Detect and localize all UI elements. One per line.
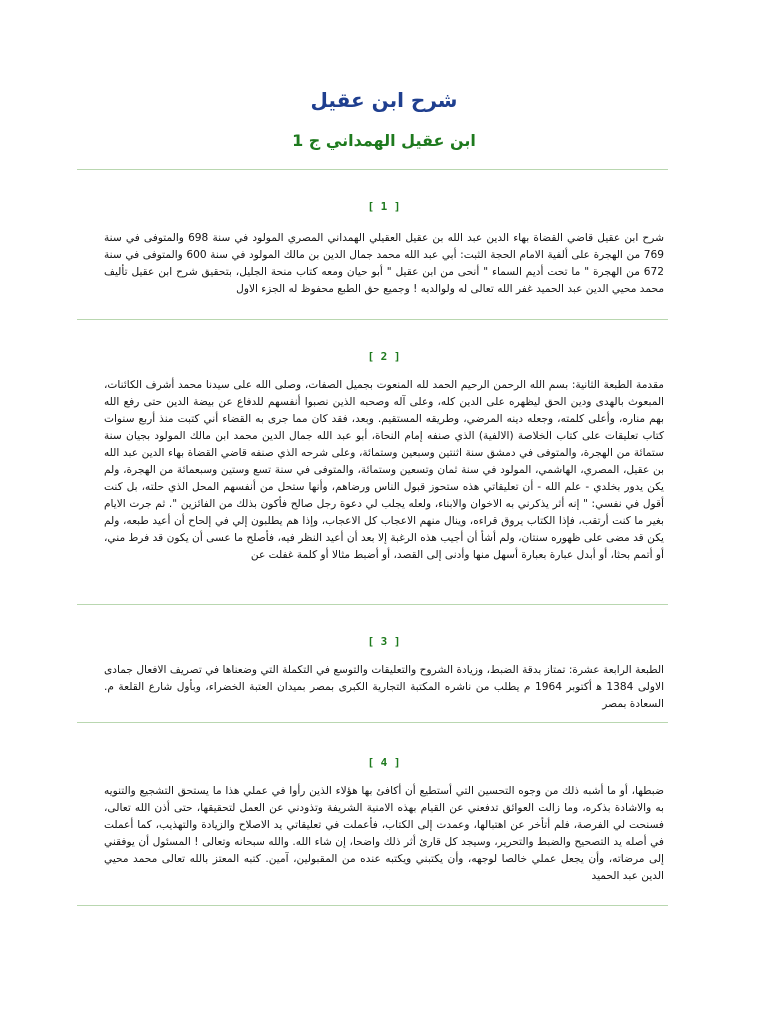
divider <box>77 722 668 723</box>
page-title: شرح ابن عقيل <box>310 88 458 112</box>
section-text-4: ضبطها، أو ما أشبه ذلك من وجوه التحسين التي أستطيع أن أكافئ بها هؤلاء الذين رأوا في عملي هذا ما يستحق التشجيع والتنويه به والاشادة بذكره، وما زالت العوائق تدفعني عن القيام بهذه الامنية الشريفة وتذودني عن العمل لتحقيقها، حتى أذن الله تعالى، فسنحت لي الفرصة، فلم أتأخر عن اهتبالها، وعمدت إلى الكتاب، فأعملت في تعليقاتي يد الاصلاح والزيادة والتهذيب، كما أعملت في أصله يد التصحيح والضبط والتحرير، وسيجد كل قارئ أثر ذلك واضحا، إن شاء الله. والله سبحانه وتعالى ! المسئول أن يوفقني إلى مرضاته، وأن يجعل عملي خالصا لوجهه، وأن يكتبني ويكتبه عنده من المقبولين، آمين. كتبه المعتز بالله تعالى محمد محيي الدين عبد الحميد <box>104 785 664 882</box>
section-marker-1: [ 1 ] <box>367 200 401 213</box>
divider <box>77 319 668 320</box>
page-subtitle: ابن عقيل الهمداني ج 1 <box>292 131 476 150</box>
section-marker-3: [ 3 ] <box>367 635 401 648</box>
section-marker-4: [ 4 ] <box>367 756 401 769</box>
section-text-1: شرح ابن عقيل قاضي القضاة بهاء الدين عبد الله بن عقيل العقيلي الهمداني المصري المولود في سنة 698 والمتوفى في سنة 769 من الهجرة على ألفية الامام الحجة الثبت: أبي عبد الله محمد جمال الدين بن مالك المولود في سنة 600 والمتوفى في سنة 672 من الهجرة " ما تحت أديم السماء " أنحى من ابن عقيل " أبو حيان ومعه كتاب منحة الجليل، بتحقيق شرح ابن عقيل تأليف محمد محيي الدين عبد الحميد غفر الله تعالى له ولوالديه ! وجميع حق الطبع محفوظ له الجزء الاول <box>104 232 664 295</box>
section-text-3: الطبعة الرابعة عشرة: تمتاز بدقة الضبط، وزيادة الشروح والتعليقات والتوسع في التكملة التي وضعناها في تصريف الافعال جمادى الاولى 1384 ه‍ أكتوبر 1964 م يطلب من ناشره المكتبة التجارية الكبرى بمصر بميدان العتبة الخضراء، وبأول شارع القلعة م. السعادة بمصر <box>104 664 665 710</box>
divider <box>77 604 668 605</box>
divider <box>77 169 668 170</box>
divider <box>77 905 668 906</box>
section-marker-2: [ 2 ] <box>367 350 401 363</box>
section-text-2: مقدمة الطبعة الثانية: بسم الله الرحمن الرحيم الحمد لله المنعوت بجميل الصفات، وصلى الله على سيدنا محمد أشرف الكائنات، المبعوث بالهدى ودين الحق ليظهره على الدين كله، وعلى آله وصحبه الذين نصبوا أنفسهم للدفاع عن بيضة الدين حتى رفع الله بهم مناره، وأعلى كلمته، وجعله دينه المرضي، وطريقه المستقيم. وبعد، فقد كان مما جرى به القضاء أني كتبت منذ أربع سنوات كتاب تعليقات على كتاب الخلاصة (الالفية) الذي صنفه إمام النحاة، أبو عبد الله جمال الدين محمد ابن مالك المولود بجيان سنة ستمائة من الهجرة، والمتوفى في دمشق سنة اثنتين وسبعين وستمائة، وعلى شرحه الذي صنفه قاضي القضاة بهاء الدين عبد الله بن عقيل، المصري، الهاشمي، المولود في سنة ثمان وتسعين وستمائة، والمتوفى في سنة تسع وستين وسبعمائة من الهجرة، ولم يكن يدور بخلدي - علم الله - أن تعليقاتي هذه ستحوز قبول الناس ورضاهم، وأنها ستحل من أنفسهم المحل الذي حلته، بل كنت أقول في نفسي: " إنه أثر يذكرني به الاخوان والابناء، ولعله يجلب لي دعوة رجل صالح فأكون بذلك من الفائزين ". ثم جرت الايام بغير ما كنت أرتقب، فإذا الكتاب يروق قراءه، وينال منهم الاعجاب كل الاعجاب، وإذا هم يطلبون إلي في إلحاح أن أعيد طبعه، ولم يكن قد مضى على ظهوره سنتان، ولم أشأ أن أجيب هذه الرغبة إلا بعد أن أعيد النظر فيه، فأصلح ما عسى أن يكون قد فرط مني، أو أتمم بحثا، أو أبدل عبارة بعبارة أسهل منها وأدنى إلى القصد، أو أضبط مثالا أو كلمة غفلت عن <box>104 379 664 561</box>
